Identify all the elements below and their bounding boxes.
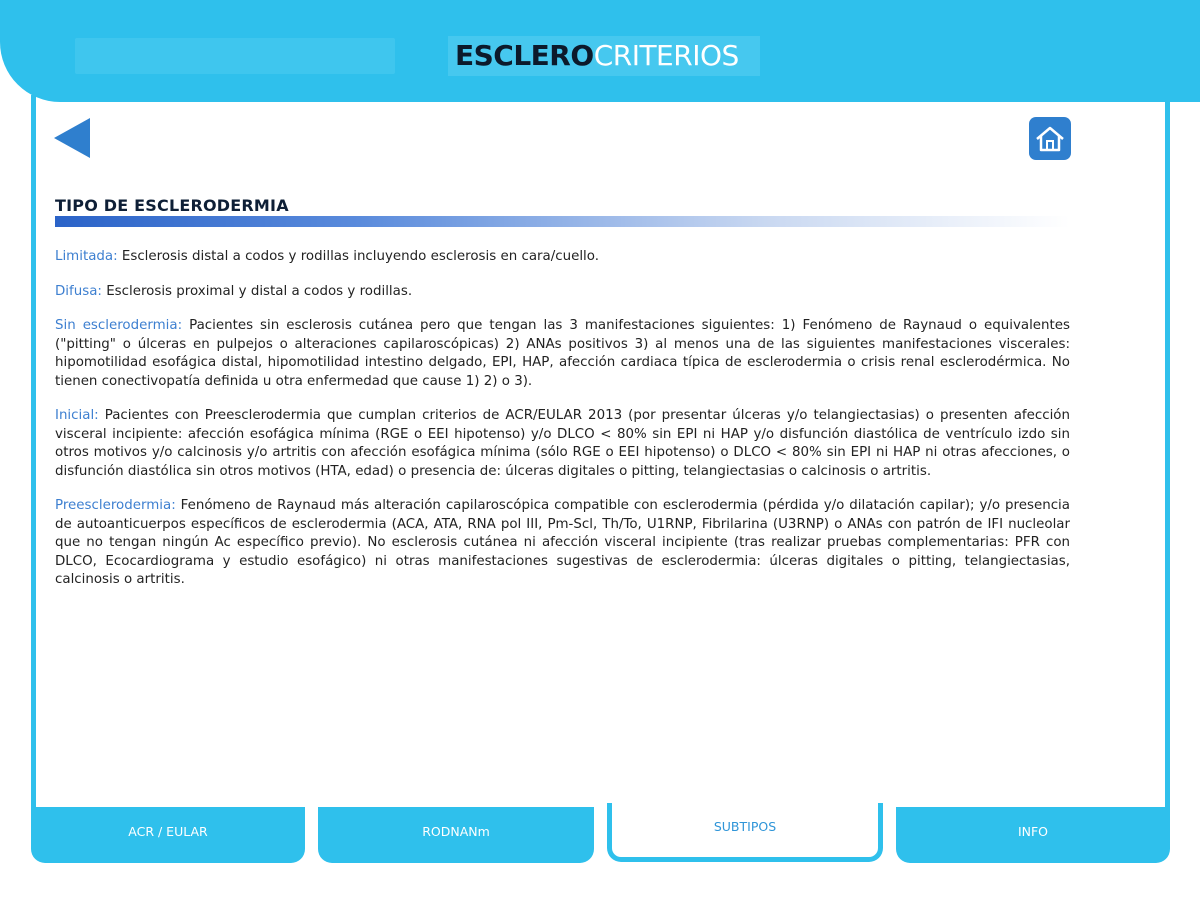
tab-rodnanm[interactable] (318, 807, 594, 863)
term-label: Limitada: (55, 249, 118, 264)
term-description: Esclerosis proximal y distal a codos y rodillas. (101, 283, 413, 299)
subtypes-content (55, 248, 1070, 606)
back-button[interactable] (54, 118, 92, 158)
home-button[interactable] (1029, 117, 1071, 160)
tab-subtipos[interactable] (607, 803, 883, 862)
section-divider (55, 216, 1070, 227)
term-description: Pacientes sin esclerosis cutánea pero que tengan las 3 manifestaciones siguientes: 1) Fenómeno de Raynaud o equivalentes ("pitting" o úlceras en pulpejos o alteraciones capilaroscópicas) 2) ANAs positivos 3) al menos una de las siguientes manifestaciones viscerales: hipomotilidad esofágica distal, hipomotilidad intestino delgado, EPI, HAP, afección cardiaca típica de esclerodermia o crisis renal esclerodérmica. No tienen conectivopatía definida u otra enfermedad que cause 1) 2) o 3). (55, 318, 1070, 389)
tab-label: RODNANm (422, 823, 490, 839)
term-label: Inicial: (55, 408, 99, 423)
app-title (455, 38, 739, 74)
paragraph-sin-esclerodermia (55, 317, 1070, 391)
header-decoration (75, 38, 395, 74)
term-label: Sin esclerodermia: (55, 318, 183, 333)
paragraph-preesclerodermia (55, 497, 1070, 590)
tab-label: INFO (1017, 823, 1049, 839)
term-description: Fenómeno de Raynaud más alteración capilaroscópica compatible con esclerodermia (pérdida y/o dilatación capilar); y/o presencia de autoanticuerpos específicos de esclerodermia (ACA, ATA, RNA pol III, Pm-Scl, Th/To, U1RNP, Fibrilarina (U3RNP) o ANAs con patrón de IFI nucleolar que no tengan ningún Ac específico previo). No esclerosis cutánea ni afección visceral incipiente (tras realizar pruebas complementarias: PFR con DLCO, Ecocardiograma y estudio esofágico) ni otras manifestaciones sugestivas de esclerodermia: úlceras digitales o pitting, telangiectasias, calcinosis o artritis. (55, 498, 1070, 587)
back-arrow-icon (54, 118, 92, 158)
term-label: Preesclerodermia: (55, 498, 176, 513)
tab-info[interactable] (896, 807, 1170, 863)
paragraph-inicial (55, 407, 1070, 481)
app-title-part1: ESCLERO (455, 39, 594, 72)
term-description: Esclerosis distal a codos y rodillas incluyendo esclerosis en cara/cuello. (117, 249, 599, 264)
term-description: Pacientes con Preesclerodermia que cumplan criterios de ACR/EULAR 2013 (por presentar úlceras y/o telangiectasias) o presenten afección visceral incipiente: afección esofágica mínima (RGE o EEI hipotenso) y/o DLCO < 80% sin EPI ni HAP y/o disfunción diastólica de ventrículo izdo sin otros motivos y/o calcinosis y/o artritis con afección esofágica mínima (sólo RGE o EEI hipotenso) o DLCO < 80% sin EPI ni HAP ni otras afecciones, o disfunción diastólica sin otros motivos (HTA, edad) o presencia de: úlceras digitales o pitting, telangiectasias o calcinosis o artritis. (55, 408, 1070, 479)
home-icon (1035, 125, 1065, 153)
app-title-part2: CRITERIOS (593, 39, 739, 72)
paragraph-limitada (55, 248, 1070, 267)
term-label: Difusa: (55, 283, 102, 299)
tab-acr-eular[interactable] (31, 807, 305, 863)
app-header (0, 0, 1200, 102)
paragraph-difusa (55, 283, 1070, 302)
tab-label: ACR / EULAR (128, 823, 208, 839)
section-title: TIPO DE ESCLERODERMIA (55, 196, 289, 215)
tab-label: SUBTIPOS (713, 818, 777, 834)
